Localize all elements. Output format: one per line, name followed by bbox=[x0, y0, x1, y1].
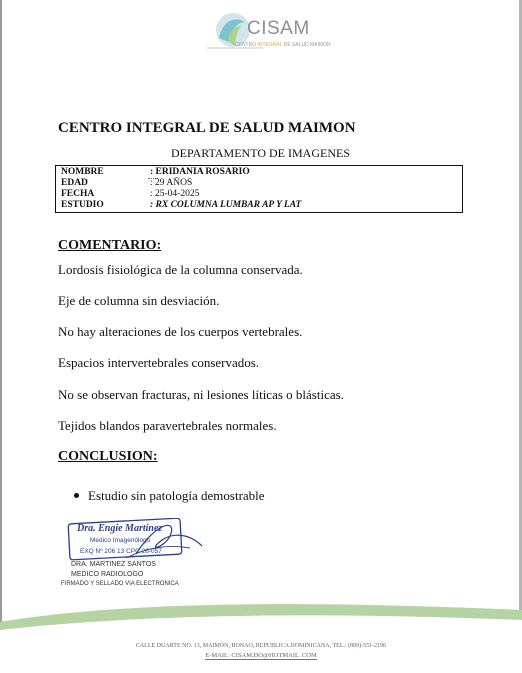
patient-label: NOMBRE bbox=[61, 167, 104, 177]
patient-row-date bbox=[59, 189, 459, 200]
patient-label: ESTUDIO bbox=[61, 200, 104, 210]
logo-name: CISAM bbox=[247, 18, 310, 39]
doctor-signature-block bbox=[71, 560, 156, 579]
patient-label: FECHA bbox=[61, 189, 95, 199]
doctor-name: DRA. MARTINEZ SANTOS bbox=[71, 561, 156, 568]
comment-line: Lordosis fisiológica de la columna conservada. bbox=[58, 262, 303, 277]
patient-value: : 29 AÑOS bbox=[150, 178, 193, 188]
comment-line: No hay alteraciones de los cuerpos vertebrales. bbox=[58, 324, 303, 339]
bullet-icon bbox=[74, 493, 79, 498]
conclusion-item bbox=[74, 488, 265, 504]
stamp-role: Medico Imagenólogo bbox=[90, 537, 151, 544]
conclusion-text: Estudio sin patología demostrable bbox=[88, 488, 265, 503]
document-title: CENTRO INTEGRAL DE SALUD MAIMON bbox=[58, 120, 356, 136]
footer-address: CALLE DUARTE NO. 13, MAIMÓN, BONAO, REPUBLICA DOMINICANA, TEL.: (809)-551-2196 bbox=[135, 643, 387, 649]
stamp-license: EXQ Nº 206 13 CPC 26-057 bbox=[80, 548, 162, 555]
conclusion-heading: CONCLUSION: bbox=[58, 449, 158, 464]
doctor-stamp bbox=[66, 518, 206, 562]
comment-line: Espacios intervertebrales conservados. bbox=[58, 355, 260, 370]
comment-line: Tejidos blandos paravertebrales normales. bbox=[58, 418, 277, 433]
comment-line: No se observan fracturas, ni lesiones líticas o blásticas. bbox=[58, 387, 344, 402]
patient-row-study bbox=[59, 200, 459, 211]
doctor-title: MEDICO RADIOLOGO bbox=[71, 570, 144, 578]
patient-label: EDAD bbox=[61, 178, 88, 188]
patient-value: : ERIDANIA ROSARIO bbox=[150, 167, 250, 177]
footer-email: E-MAIL: CISAM.DO@HOTMAIL .COM bbox=[205, 652, 317, 659]
patient-row-age bbox=[59, 178, 459, 189]
cisam-logo bbox=[205, 8, 330, 53]
comment-line: Eje de columna sin desviación. bbox=[58, 293, 220, 308]
footer-wave bbox=[0, 600, 522, 673]
signed-note: FIRMADO Y SELLADO VIA ELECTRONICA bbox=[61, 581, 179, 587]
stamp-name: Dra. Engie Martinez bbox=[77, 523, 163, 534]
comment-heading: COMENTARIO: bbox=[58, 238, 162, 253]
department-name: DEPARTAMENTO DE IMAGENES bbox=[171, 146, 350, 160]
patient-row-name bbox=[59, 167, 459, 178]
logo-subtitle: CENTRO INTEGRAL DE SALUD MAIMON bbox=[235, 42, 331, 48]
patient-info-box bbox=[55, 165, 463, 213]
patient-value: : 25-04-2025 bbox=[150, 189, 200, 199]
page-left-border bbox=[0, 0, 2, 673]
patient-value: : RX COLUMNA LUMBAR AP Y LAT bbox=[150, 200, 302, 210]
